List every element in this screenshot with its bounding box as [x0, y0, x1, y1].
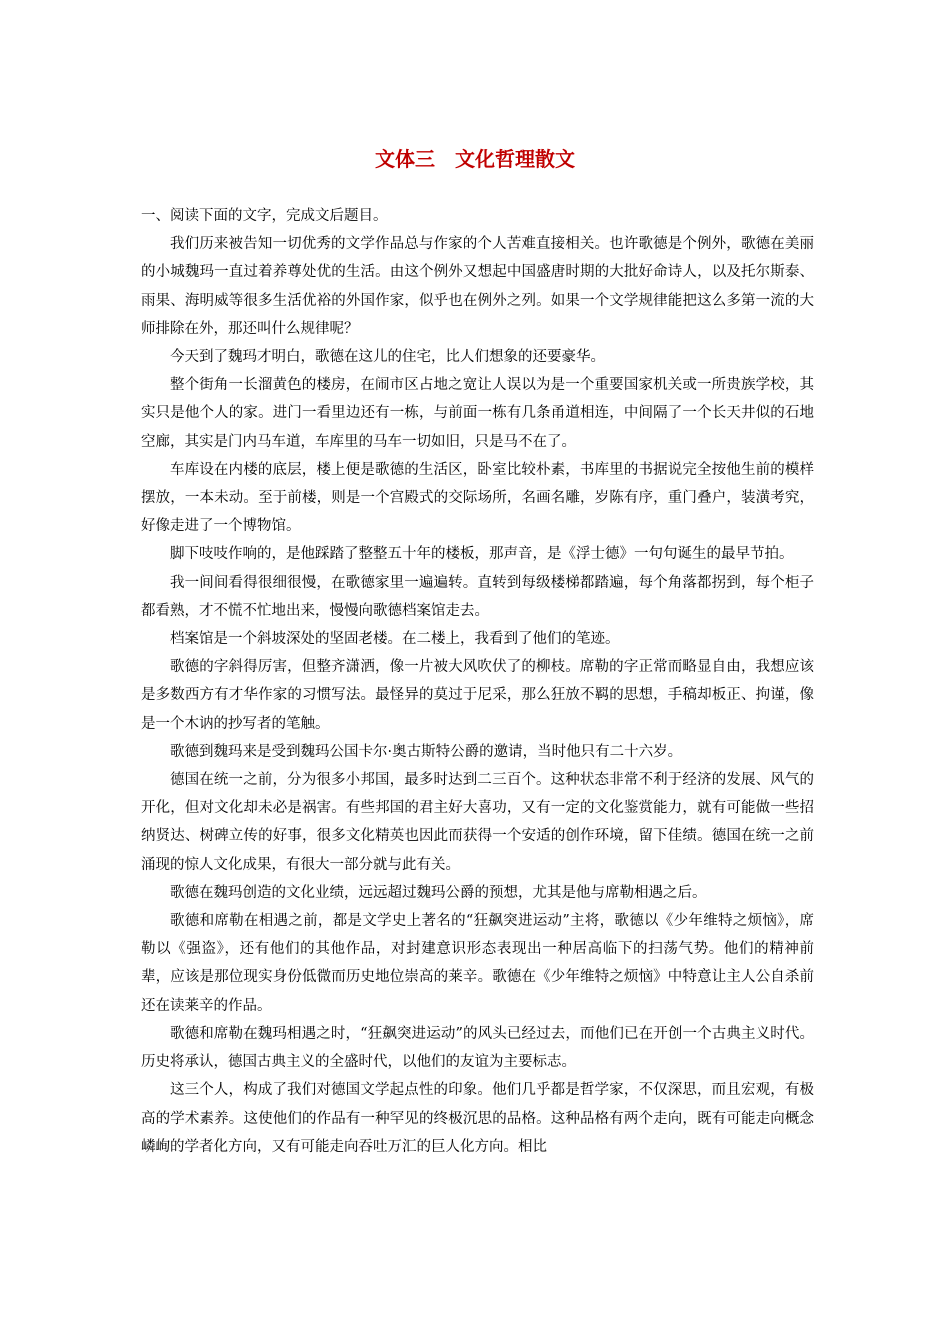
paragraph-14: 这三个人，构成了我们对德国文学起点性的印象。他们几乎都是哲学家，不仅深思，而且宏观，有极高的学术素养。这使他们的作品有一种罕见的终极沉思的品格。这种品格有两个走向，既有可能走向概念嶙峋的学者化方向，又有可能走向吞吐万汇的巨人化方向。相比 — [141, 1082, 814, 1155]
paragraph-13: 歌德和席勒在魏玛相遇之时，“狂飙突进运动”的风头已经过去，而他们已在开创一个古典主义时代。历史将承认，德国古典主义的全盛时代，以他们的友谊为主要标志。 — [141, 1025, 814, 1071]
paragraph-8: 歌德的字斜得厉害，但整齐潇洒，像一片被大风吹伏了的柳枝。席勒的字正常而略显自由，我想应该是多数西方有才华作家的习惯写法。最怪异的莫过于尼采，那么狂放不羁的思想，手稿却板正、拘谨，像是一个木讷的抄写者的笔触。 — [141, 659, 814, 732]
paragraph-12: 歌德和席勒在相遇之前，都是文学史上著名的“狂飙突进运动”主将，歌德以《少年维特之烦恼》，席勒以《强盗》，还有他们的其他作品，对封建意识形态表现出一种居高临下的扫荡气势。他们的精神前辈，应该是那位现实身份低微而历史地位崇高的莱辛。歌德在《少年维特之烦恼》中特意让主人公自杀前还在读莱辛的作品。 — [141, 913, 814, 1014]
section-heading: 一、阅读下面的文字，完成文后题目。 — [141, 208, 388, 224]
paragraph-6: 我一间间看得很细很慢，在歌德家里一遍遍转。直转到每级楼梯都踏遍，每个角落都拐到，每个柜子都看熟，才不慌不忙地出来，慢慢向歌德档案馆走去。 — [141, 574, 814, 619]
paragraph-2: 今天到了魏玛才明白，歌德在这儿的住宅，比人们想象的还要豪华。 — [170, 349, 605, 366]
paragraph-9: 歌德到魏玛来是受到魏玛公国卡尔·奥古斯特公爵的邀请，当时他只有二十六岁。 — [170, 743, 683, 760]
document-body — [141, 202, 814, 1161]
paragraph-11: 歌德在魏玛创造的文化业绩，远远超过魏玛公爵的预想，尤其是他与席勒相遇之后。 — [170, 884, 707, 901]
paragraph-1: 我们历来被告知一切优秀的文学作品总与作家的个人苦难直接相关。也许歌德是个例外，歌德在美丽的小城魏玛一直过着养尊处优的生活。由这个例外又想起中国盛唐时期的大批好命诗人，以及托尔斯泰、雨果、海明威等很多生活优裕的外国作家，似乎也在例外之列。如果一个文学规律能把这么多第一流的大师排除在外，那还叫什么规律呢？ — [141, 236, 814, 337]
paragraph-10: 德国在统一之前，分为很多小邦国，最多时达到二三百个。这种状态非常不利于经济的发展、风气的开化，但对文化却未必是祸害。有些邦国的君主好大喜功，又有一定的文化鉴赏能力，就有可能做一些招纳贤达、树碑立传的好事，很多文化精英也因此而获得一个安适的创作环境，留下佳绩。德国在统一之前涌现的惊人文化成果，有很大一部分就与此有关。 — [141, 772, 814, 873]
paragraph-7: 档案馆是一个斜坡深处的坚固老楼。在二楼上，我看到了他们的笔迹。 — [170, 631, 620, 648]
paragraph-5: 脚下吱吱作响的，是他踩踏了整整五十年的楼板，那声音，是《浮士德》一句句诞生的最早节拍。 — [170, 546, 794, 563]
paragraph-4: 车库设在内楼的底层，楼上便是歌德的生活区，卧室比较朴素，书库里的书据说完全按他生前的模样摆放，一本未动。至于前楼，则是一个宫殿式的交际场所，名画名雕，岁陈有序，重门叠户，装潢考究，好像走进了一个博物馆。 — [141, 461, 814, 535]
document-title: 文体三 文化哲理散文 — [375, 147, 575, 171]
paragraph-3: 整个街角一长溜黄色的楼房，在闹市区占地之宽让人误以为是一个重要国家机关或一所贵族学校，其实只是他个人的家。进门一看里边还有一栋，与前面一栋有几条甬道相连，中间隔了一个长天井似的石地空廊，其实是门内马车道，车库里的马车一切如旧，只是马不在了。 — [141, 377, 814, 450]
